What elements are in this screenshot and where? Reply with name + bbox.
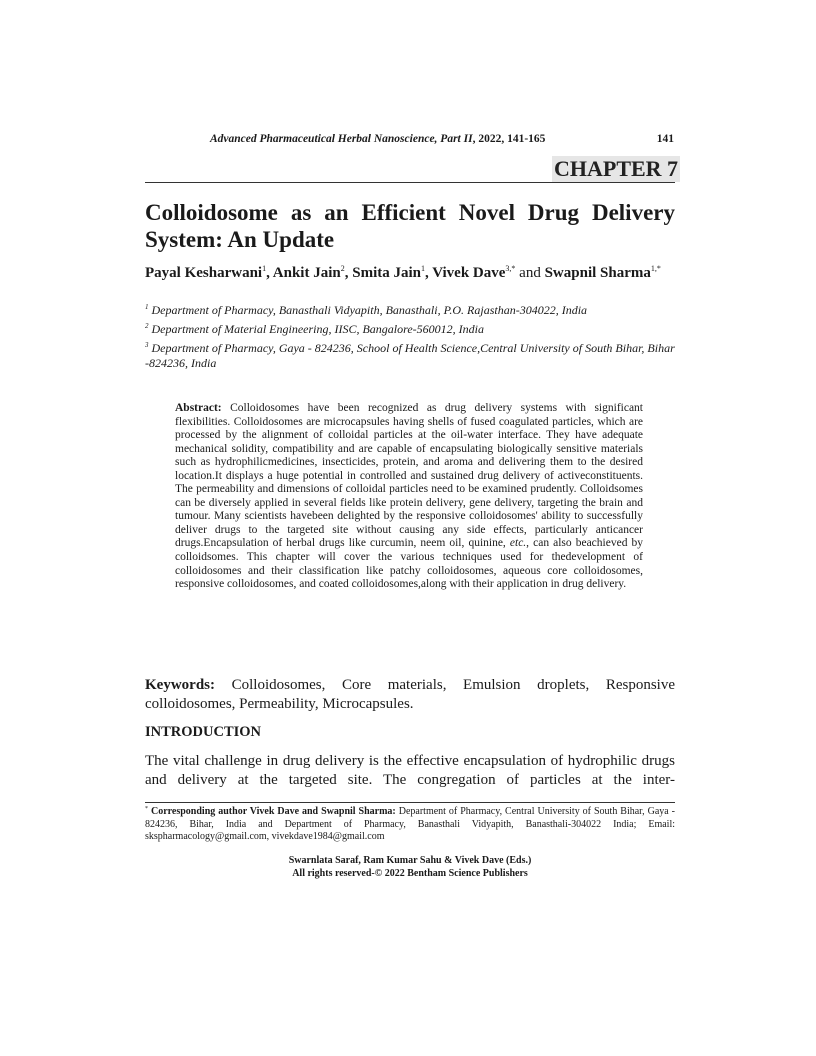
footnote-label: Corresponding author Vivek Dave and Swapnil Sharma:: [150, 806, 396, 817]
footnote: [145, 806, 675, 844]
affiliation-marker: 3: [145, 341, 149, 349]
abstract-text: Colloidosomes have been recognized as drug delivery systems with significant flexibilities. Colloidosomes are microcapsules having shells of fused coagulated particles, which are processed by the alignment of colloidal particles at the oil-water interface. They have adequate mechanical solidity, compatibility and are capable of encapsulating biologically sensitive materials such as hydrophilicmedicines, insecticides, protein, and aroma and delivering them to the desired location.It displays a huge potential in controlled and sustained drug delivery of activeconstituents. The permeability and dimensions of colloidal particles need to be examined prudently. Colloidsomes can be diversely applied in several fields like protein delivery, gene delivery, targeting the brain and tumour. Many scientists havebeen delighted by the responsive colloidosomes' ability to successfully deliver drugs to the targeted site without causing any side effects, particularly anticancer drugs.Encapsulation of herbal drugs like curcumin, neem oil, quinine,: [175, 402, 643, 550]
author-joiner: and: [519, 265, 541, 281]
author-name: Swapnil Sharma: [544, 265, 651, 281]
author-affil-marker: 2: [340, 264, 345, 273]
title-line-2: System: An Update: [145, 227, 335, 252]
author-name: Ankit Jain: [272, 265, 341, 281]
abstract-label: Abstract:: [175, 402, 222, 414]
affiliation-text: Department of Pharmacy, Banasthali Vidyapith, Banasthali, P.O. Rajasthan-304022, India: [151, 303, 588, 317]
keywords-label: Keywords:: [145, 677, 215, 693]
affiliations: [145, 303, 675, 375]
introduction-text: The vital challenge in drug delivery is the effective encapsulation of hydrophilic drugs and delivery at the targeted site. The congregation of particles at the inter-: [145, 753, 675, 788]
abstract-text-continued: , can also beachieved by colloidsomes. This chapter will cover the various techniques used for thedevelopment of colloidosomes and their classification like patchy colloidosomes, aqueous core colloidosomes, responsive colloidosomes, and coated colloidosomes,along with their application in drug delivery.: [175, 537, 644, 591]
footnote-text: Department of Pharmacy, Central University of South Bihar, Gaya - 824236, Bihar, India and Department of Pharmacy, Banasthali Vidyapith, Banasthali-304022 India; Email: skspharmacology@gmail.com, vivekdave1984@gmail.com: [145, 806, 676, 842]
chapter-label: CHAPTER 7: [554, 156, 679, 181]
footnote-marker: *: [145, 806, 148, 812]
section-heading-introduction: INTRODUCTION: [145, 724, 262, 740]
affiliation: [145, 322, 675, 337]
author-affil-marker: 1,*: [650, 264, 661, 273]
abstract: [175, 402, 643, 592]
affiliation-marker: 2: [145, 322, 149, 330]
journal-title: Advanced Pharmaceutical Herbal Nanoscience, Part II: [210, 133, 473, 145]
author-affil-marker: 1: [421, 264, 425, 273]
chapter-rule: [145, 182, 675, 183]
affiliation: [145, 341, 675, 371]
footnote-rule: [145, 802, 675, 803]
publisher-editors: Swarnlata Saraf, Ram Kumar Sahu & Vivek Dave (Eds.): [288, 855, 532, 866]
publisher-block: [145, 855, 675, 880]
page-number: 141: [656, 133, 674, 145]
keywords-text: Colloidosomes, Core materials, Emulsion droplets, Responsive colloidosomes, Permeability, Microcapsules.: [145, 677, 675, 712]
author-affil-marker: 3,*: [505, 264, 516, 273]
affiliation-text: Department of Material Engineering, IISC, Bangalore-560012, India: [151, 322, 485, 336]
affiliation-text: Department of Pharmacy, Gaya - 824236, School of Health Science,Central University of South Bihar, Bihar -824236, India: [145, 341, 675, 370]
author-list: Payal Kesharwani$^1$, Ankit Jain$^2$, Smita Jain$^1$, Vivek Dave$^{3,*}$ and Swapnil Sharma$^{1,*}$: [145, 264, 661, 281]
journal-meta: , 2022, 141-165: [472, 133, 546, 145]
affiliation-marker: 1: [145, 303, 149, 311]
author-affil-marker: 1: [262, 264, 267, 273]
chapter-title: [145, 199, 675, 253]
affiliation: [145, 303, 675, 318]
publisher-rights: All rights reserved-© 2022 Bentham Science Publishers: [292, 867, 528, 879]
author-name: Payal Kesharwani: [145, 265, 263, 281]
title-line-1: Colloidosome as an Efficient Novel Drug Delivery: [145, 200, 675, 225]
author-name: Smita Jain: [352, 265, 421, 281]
author-name: Vivek Dave: [432, 265, 506, 281]
running-head: [210, 133, 545, 145]
keywords: [145, 676, 675, 714]
abstract-etc: etc.: [509, 537, 527, 550]
